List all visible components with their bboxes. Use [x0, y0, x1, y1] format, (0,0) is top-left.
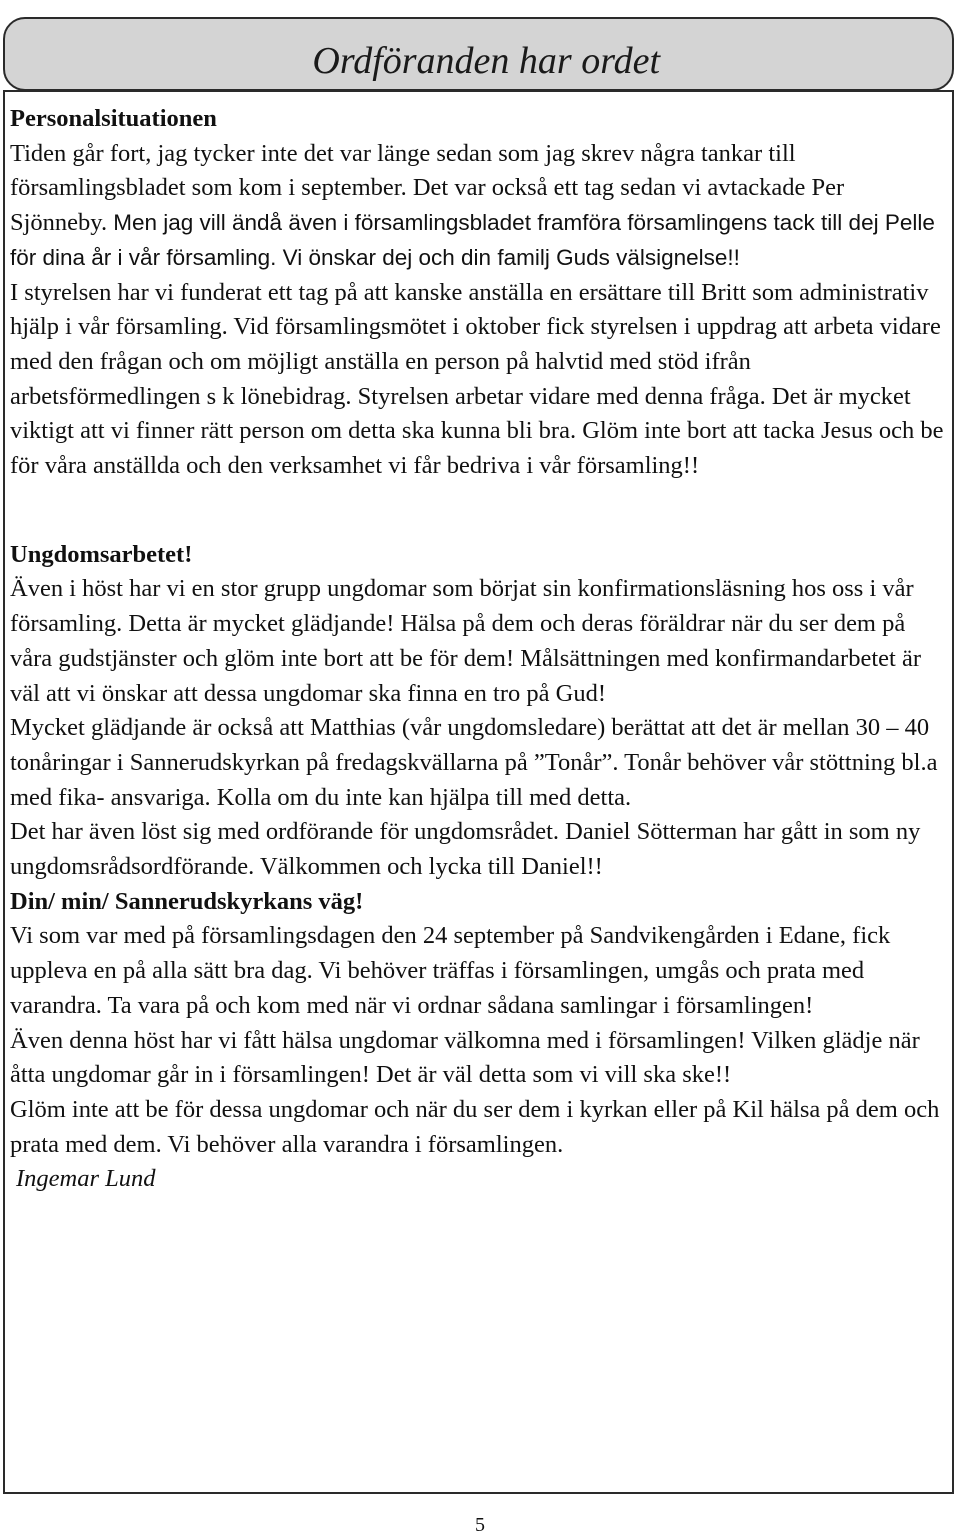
paragraph-personal-1 — [10, 137, 945, 276]
paragraph-youth-3: Det har även löst sig med ordförande för ungdomsrådet. Daniel Sötterman har gått in som ny ungdomsrådsordförande. Välkommen och lycka till Daniel!! — [10, 818, 921, 881]
section-heading-path: Din/ min/ Sannerudskyrkans väg! — [10, 887, 364, 915]
paragraph-path-2: Även denna höst har vi fått hälsa ungdomar välkomna med i församlingen! Vilken glädje när åtta ungdomar går in i församlingen! Det är väl detta som vi vill ska ske!! — [10, 1026, 920, 1089]
paragraph-youth-2: Mycket glädjande är också att Matthias (vår ungdomsledare) berättat att det är mellan 30 – 40 tonåringar i Sannerudskyrkan på fredagskvällarna på ”Tonår”. Tonår behöver vår stöttning bl.a med fika- ansvariga. Kolla om du inte kan hjälpa till med detta. — [10, 714, 938, 811]
paragraph-personal-1-part-a: Tiden går fort, jag tycker inte det var länge sedan som jag skrev några tankar till församlingsbladet som kom i september. Det var också ett tag sedan vi avtackade Per Sjönneby. — [10, 139, 845, 237]
page-title: Ordföranden har ordet — [312, 40, 660, 82]
paragraph-personal-1-part-b: Men jag vill ändå även i församlingsbladet framföra församlingens tack till dej Pelle för dina år i vår församling. Vi önskar dej och din familj Guds välsignelse!! — [10, 210, 935, 270]
section-spacer — [10, 484, 945, 538]
paragraph-youth-1: Även i höst har vi en stor grupp ungdomar som börjat sin konfirmationsläsning hos oss i vår församling. Detta är mycket glädjande! Hälsa på dem och deras föräldrar när du ser dem på våra gudstjänster och glöm inte bort att be för dem! Målsättningen med konfirmandarbetet är väl att vi önskar att dessa ungdomar ska finna en tro på Gud! — [10, 575, 921, 707]
author-signature: Ingemar Lund — [16, 1165, 156, 1193]
paragraph-personal-2 — [10, 276, 945, 484]
page-number: 5 — [475, 1514, 485, 1536]
paragraph-personal-2-part-b: Vid församlingsmötet i oktober fick styrelsen i uppdrag att arbeta vidare med den frågan och om möjligt anställa en person på halvtid med stöd ifrån arbetsförmedlingen s k lönebidrag. Styrelsen arbetar vidare med denna fråga. Det är mycket viktigt att vi finner rätt person om detta ska kunna bli bra. Glöm inte bort att tacka Jesus och be för våra anställda och den verksamhet vi får bedriva i vår församling!! — [10, 313, 944, 480]
article-body — [10, 102, 945, 1197]
paragraph-personal-2-part-a: I styrelsen har vi funderat ett tag på att kanske anställa en ersättare till Britt som administrativ hjälp i vår församling. — [10, 278, 929, 341]
paragraph-path-1: Vi som var med på församlingsdagen den 24 september på Sandvikengården i Edane, fick uppleva en på alla sätt bra dag. Vi behöver träffas i församlingen, umgås och prata med varandra. Ta vara på och kom med när vi ordnar sådana samlingar i församlingen! — [10, 922, 891, 1019]
section-heading-youth: Ungdomsarbetet! — [10, 540, 193, 568]
paragraph-path-3: Glöm inte att be för dessa ungdomar och när du ser dem i kyrkan eller på Kil hälsa på dem och prata med dem. Vi behöver alla varandra i församlingen. — [10, 1095, 940, 1158]
section-heading-personal: Personalsituationen — [10, 105, 217, 132]
